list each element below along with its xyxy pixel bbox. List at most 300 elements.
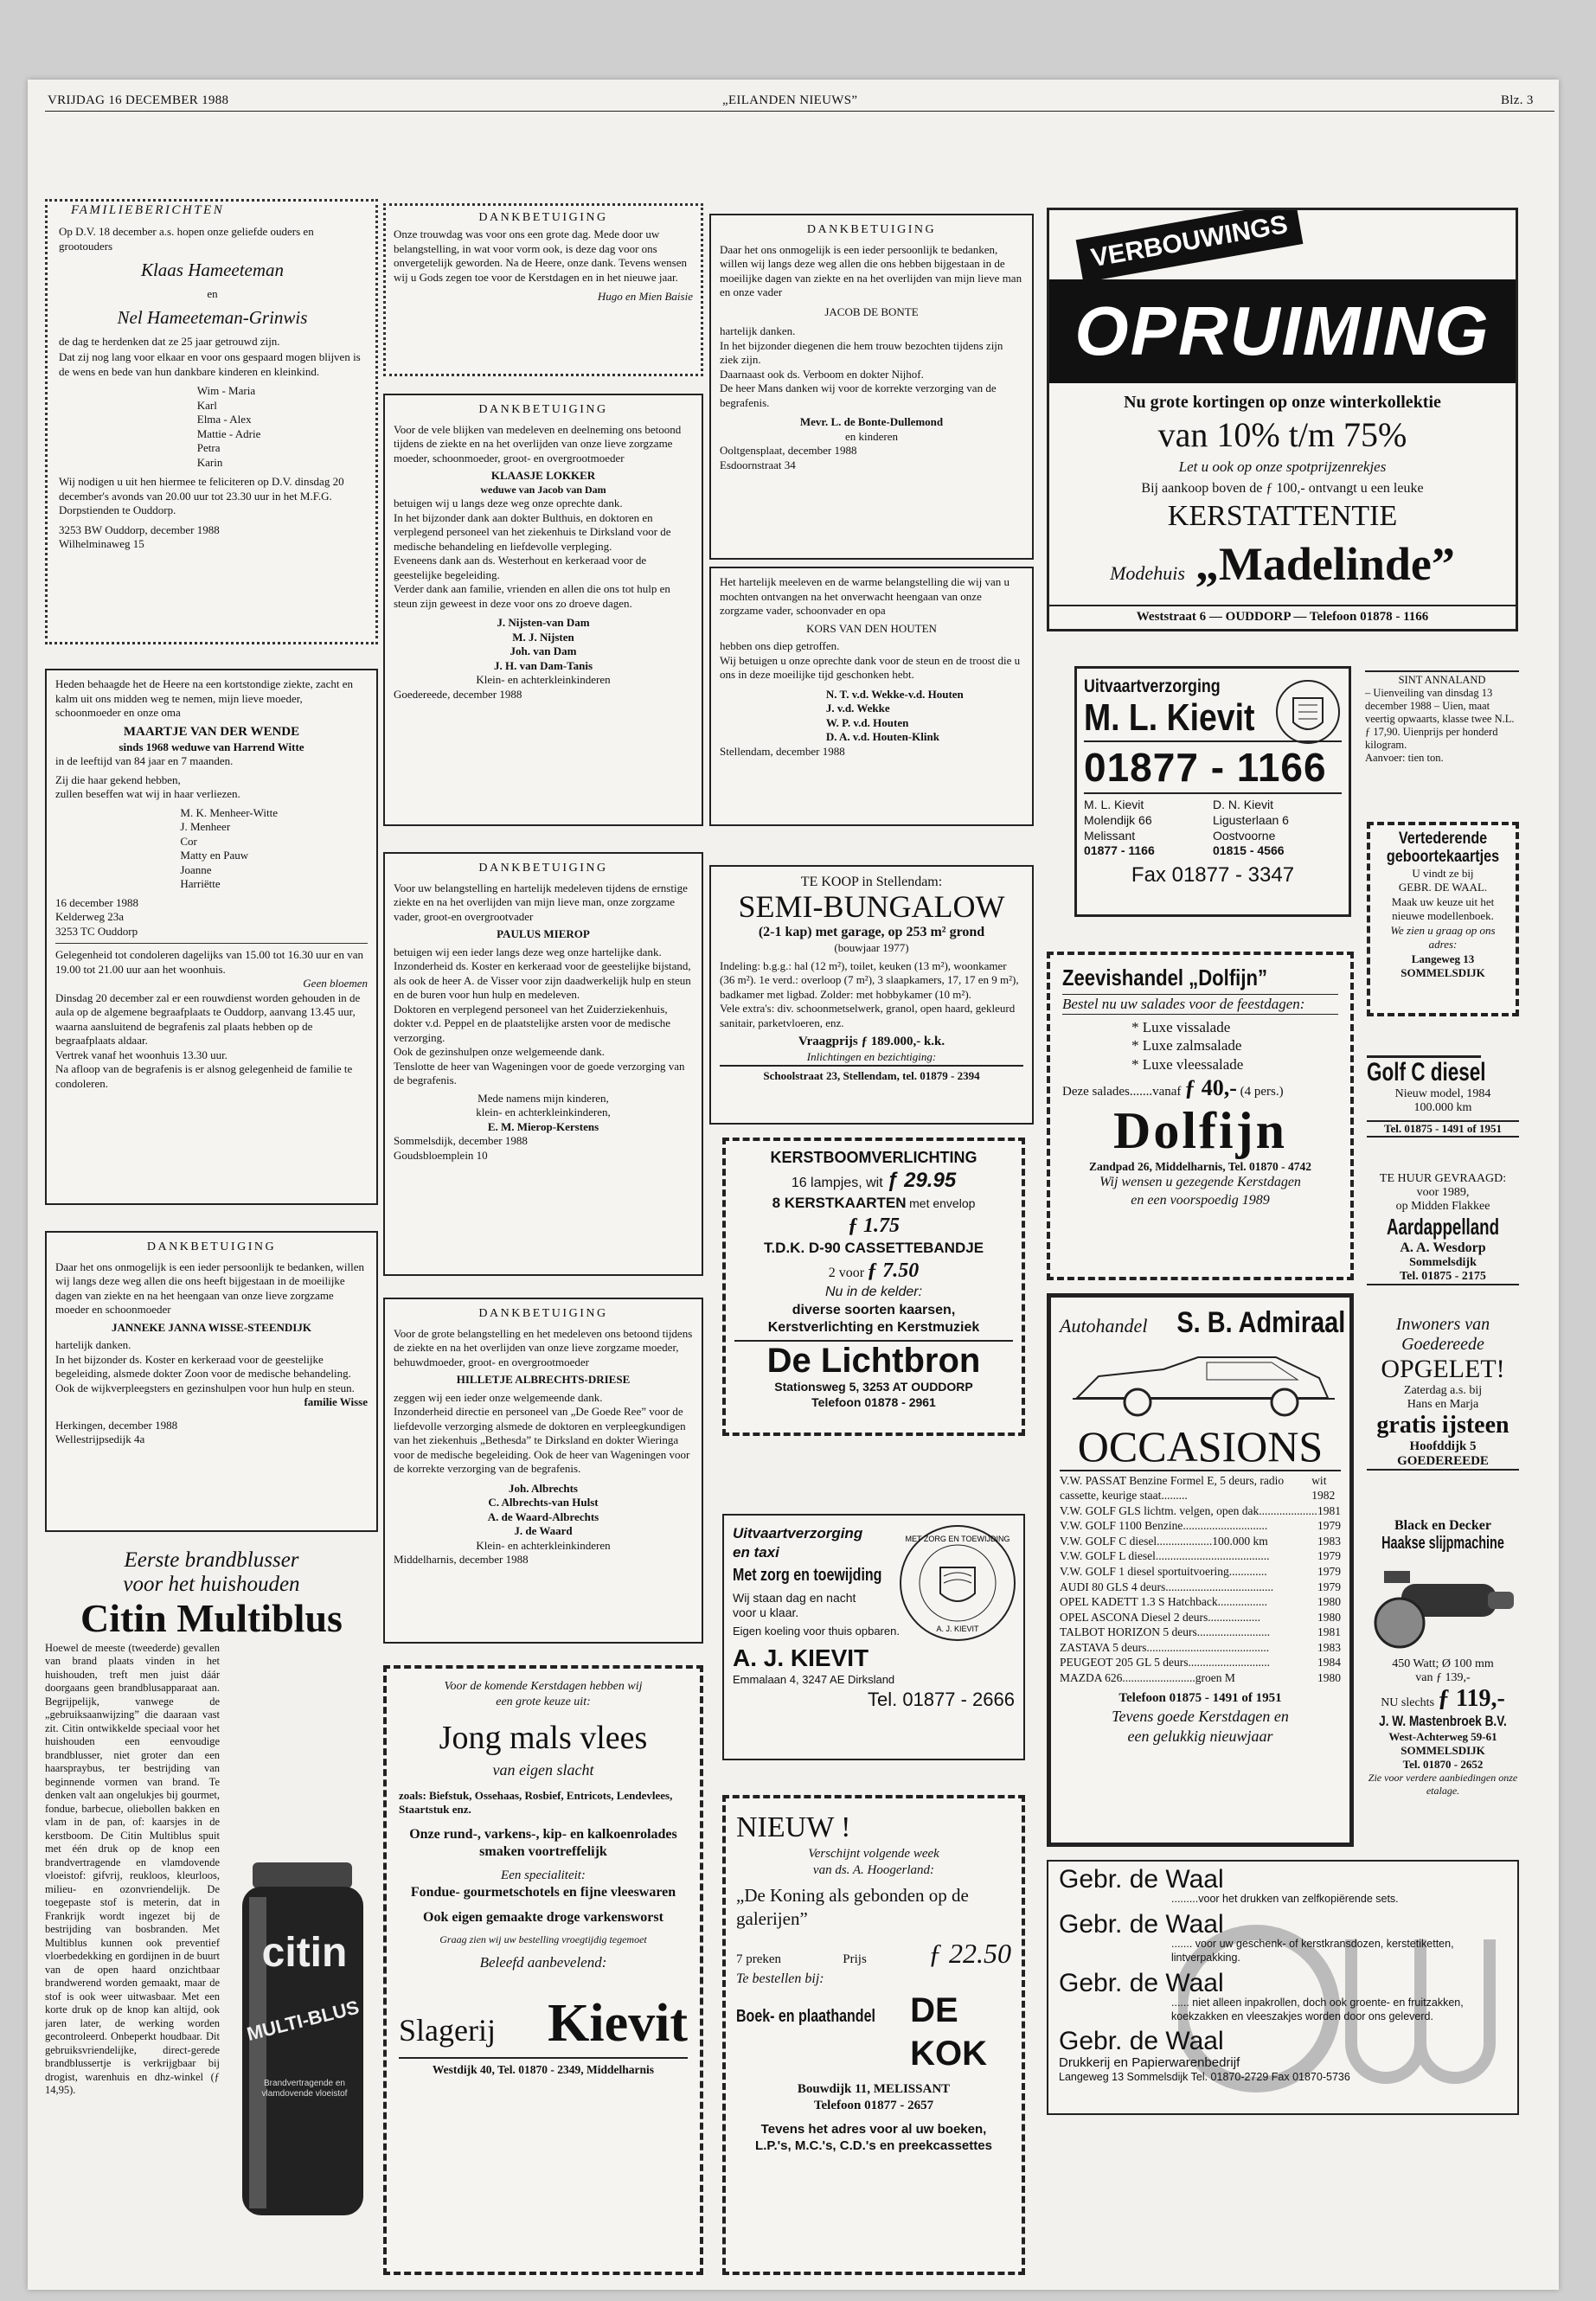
thanks-sub: weduwe van Jacob van Dam	[480, 483, 606, 496]
thanks-line: In het bijzonder diegenen die hem trouw bezochten tijdens zijn ziek zijn.	[720, 338, 1003, 367]
ad-gebr-de-waal	[1047, 1860, 1519, 2115]
thanks-albrechts	[383, 1298, 703, 1644]
thanks-text: Onze trouwdag was voor ons een grote dag. Mede door uw belangstelling, in wat voor vorm ook, is deze dag voor ons onvergetelijk geworden. Na de Heere, onze dank. Tevens wensen wij u Gods zegen toe voor de Kerstdagen en in het nieuwe jaar.	[394, 228, 688, 284]
ad-black-decker	[1367, 1518, 1519, 1798]
ad-title: OPGELET!	[1381, 1355, 1505, 1383]
ad-line: Verschijnt volgende week	[808, 1847, 939, 1862]
news-heading: SINT ANNALAND	[1365, 670, 1519, 687]
car-row: V.W. PASSAT Benzine Formel E, 5 deurs, radio cassette, keurige staat......... wit 1982	[1060, 1473, 1336, 1503]
thanks-line: betuigen wij een ieder langs deze weg onze hartelijke dank.	[394, 945, 662, 958]
thanks-place: Stellendam, december 1988	[720, 744, 845, 758]
family-member: Joh. Albrechts	[509, 1481, 578, 1495]
thanks-line: In het bijzonder dank aan dokter Bulthuis, en doktoren en verplegend personeel van het ziekenhuis te Dirksland voor de medische behandeling en liefdevolle verpleging.	[394, 510, 671, 553]
ad-geboortekaartjes	[1367, 822, 1519, 1016]
thanks-line: De heer Mans danken wij voor de korrekte verzorging van de begrafenis.	[720, 381, 997, 409]
ad-line: Fondue- gourmetschotels en fijne vleeswaren	[410, 1885, 676, 1900]
ad-phone: Telefoon 01875 - 1491 of 1951	[1118, 1691, 1282, 1706]
contact-line: Ligusterlaan 6	[1213, 812, 1289, 827]
ad-address: Emmalaan 4, 3247 AE Dirksland	[733, 1673, 895, 1687]
citin-article	[45, 1548, 378, 2279]
family-member: C. Albrechts-van Hulst	[488, 1496, 599, 1509]
header-page: Blz. 3	[1501, 93, 1534, 107]
death-name: MAARTJE VAN DER WENDE	[123, 724, 300, 739]
death-sub: sinds 1968 weduwe van Harrend Witte	[119, 740, 304, 753]
thanks-name: KORS VAN DEN HOUTEN	[806, 621, 937, 635]
family-member: Karin	[196, 455, 223, 469]
ad-line: GEBR. DE WAAL.	[1398, 881, 1488, 894]
thanks-line: Tenslotte de heer van Wageningen voor de goede verzorging van de begrafenis.	[394, 1059, 685, 1087]
ad-address: SOMMELSDIJK	[1401, 966, 1485, 980]
ad-line: Tevens het adres voor al uw boeken,	[760, 2122, 987, 2138]
gebr-de-waal-text: .........voor het drukken van zelfkopiërende sets.	[1171, 1893, 1399, 1905]
citin-body: Hoewel de meeste (tweederde) gevallen van brand plaats vinden in het huishouden, treft men juist dáár doorgaans geen brandblusapparaat aan. Begrijpelijk, vanwege de „gebruiksaanwijzing” die daaraan vast zit. Citin ontwikkelde speciaal voor het huishouden een eenvoudige brandblusser, niet groter dan een haarspraybus, ter bestrijding van beginnende vormen van brand. Te denken valt aan ongelukjes bij gourmet, fondue, barbecue, oliebollen bakken en vlam in de pan, of: kaarsjes in de kerstboom. De Citin Multiblus spuit met één druk op de knop een brandvertragende en vlamdovende vloeistof: gifvrij, reukloos, kleurloos, milieu- en ozonvriendelijk. De toegepaste stof is meterin, dat in Frankrijk wordt ingezet bij de bestrijding van bosbranden. Met Multiblus kunnen ook preventief vloerbedekking en gordijnen in de buurt van de open haard onzichtbaar brandwerend worden gemaakt, maar de stof is ook weer uitwasbaar. Met een korte druk op de knop kan altijd, ook jaren later, de werking worden gecontroleerd. Onbeperkt houdbaar. Dit gebruiksvriendelijke, direct-gerede brandblussertje is verkrijgbaar bij drogist, warenhuis en dhz-winkel (ƒ 14,95).	[45, 1641, 220, 2097]
thanks-signature: klein- en achterkleinkinderen,	[476, 1106, 611, 1119]
death-family-member: Harriëtte	[180, 877, 221, 891]
thanks-line: Doktoren en verplegend personeel van het Zuiderziekenhuis, dokter v.d. Peppel en de plaatstelijke arsten voor de medische verzorging.	[394, 1002, 671, 1044]
ad-line: Een specialiteit:	[501, 1868, 586, 1883]
ad-line: L.P.'s, M.C.'s, C.D.'s en preekcassettes	[755, 2138, 992, 2154]
ad-address: Schoolstraat 23, Stellendam, tel. 01879 - 2394	[720, 1065, 1023, 1084]
grinder-image	[1367, 1554, 1519, 1657]
car-row: V.W. GOLF C diesel...................100.000 km 1983	[1060, 1534, 1341, 1548]
ad-line: Te bestellen bij:	[736, 1971, 824, 1987]
ad-slogan: Met zorg en toewijding	[733, 1566, 882, 1586]
death-age: in de leeftijd van 84 jaar en 7 maanden.	[55, 754, 234, 768]
ad-line: Eigen koeling voor thuis opbaren.	[733, 1625, 900, 1638]
thanks-heading: DANKBETUIGING	[478, 1307, 608, 1320]
seal-text-top: MET ZORG EN TOEWIJDING	[905, 1535, 1010, 1543]
family-member: M. J. Nijsten	[512, 630, 574, 644]
ad-price: ƒ 119,-	[1438, 1685, 1505, 1712]
ad-line: Wij wensen u gezegende Kerstdagen	[1099, 1175, 1301, 1190]
news-sint-annaland	[1365, 670, 1519, 765]
thanks-wisse	[45, 1231, 378, 1532]
thanks-name: HILLETJE ALBRECHTS-DRIESE	[456, 1373, 631, 1387]
ad-line: van ds. A. Hoogerland:	[812, 1863, 935, 1878]
thanks-name: PAULUS MIEROP	[497, 927, 590, 941]
ad-line: diverse soorten kaarsen,	[792, 1302, 956, 1317]
thanks-line: zeggen wij een ieder onze welgemeende dank.	[394, 1390, 603, 1404]
family-line-2: Dat zij nog lang voor elkaar en voor ons gespaard mogen blijven is de wens en bede van hun dankbare kinderen en kleinkind.	[59, 350, 361, 378]
contact-line: Melissant	[1084, 828, 1136, 843]
car-illustration	[1060, 1342, 1341, 1424]
ad-line: TE KOOP in Stellendam:	[800, 875, 943, 889]
ad-dolfijn: Zeevishandel „Dolfijn” Bestel nu uw salades voor de feestdagen: * Luxe vissalade * Luxe zalmsalade * Luxe vleessalade Deze salades.......vanaf ƒ 40,- (4 pers.) Dolfijn Zandpad 26, Middelharnis, Tel. 01870 - 4742 Wij wensen u gezegende Kerstdagen en een voorspoedig 1989	[1047, 952, 1354, 1280]
gebr-de-waal-text: ....... voor uw geschenk- of kerstkransdozen, kerstetiketten, lintverpakking.	[1171, 1937, 1454, 1964]
death-street: Kelderweg 23a	[55, 910, 125, 924]
ad-madelinde	[1047, 208, 1518, 631]
ad-address: Westdijk 40, Tel. 01870 - 2349, Middelharnis	[399, 2057, 688, 2077]
ad-ml-kievit	[1074, 666, 1351, 917]
ad-line: TE HUUR GEVRAAGD:	[1379, 1172, 1507, 1185]
thanks-line: Eveneens dank aan ds. Westerhout en kerkeraad voor de geestelijke begeleiding.	[394, 554, 647, 581]
family-announcement	[45, 199, 378, 644]
ad-price: ƒ 7.50	[867, 1259, 920, 1282]
ad-shop-label: Modehuis	[1110, 562, 1185, 585]
family-member: Joh. van Dam	[510, 644, 577, 657]
death-departure: Vertrek vanaf het woonhuis 13.30 uur.	[55, 1048, 228, 1061]
ad-phone: Tel. 01875 - 1491 of 1951	[1367, 1120, 1519, 1138]
thanks-line: Inzonderheid directie en personeel van „De Goede Ree” voor de liefdevolle verzorging alsmede de doktoren en verpleegkundigen van het ziekenhuis „Bethesda” te Dirksland en dokter Wieringa voor de medische begeleiding. Ook de heer van Wageningen voor de korrekte verzorging van de begrafenis.	[394, 1405, 690, 1476]
ad-line: Deze salades.......vanaf	[1062, 1085, 1182, 1099]
ad-shop-name: Boek- en plaathandel	[736, 2006, 875, 2026]
ad-address: Sommelsdijk	[1409, 1256, 1477, 1269]
family-intro: Op D.V. 18 december a.s. hopen onze geliefde ouders en grootouders	[59, 225, 314, 253]
ad-line: Uitvaartverzorging	[733, 1525, 863, 1541]
ad-shop-name: „Madelinde”	[1195, 538, 1455, 591]
header-date: VRIJDAG 16 DECEMBER 1988	[48, 93, 229, 107]
death-city: 3253 TC Ouddorp	[55, 924, 138, 938]
death-date: 16 december 1988	[55, 895, 139, 909]
ad-name: S. B. Admiraal	[1176, 1306, 1346, 1339]
ad-line: Graag zien wij uw bestelling vroegtijdig tegemoet	[439, 1932, 647, 1945]
seal-emblem	[897, 1522, 1018, 1644]
ad-line: Zie voor verdere aanbiedingen onze etalage.	[1368, 1772, 1518, 1797]
ad-line: (4 pers.)	[1240, 1085, 1284, 1099]
death-condolences: Gelegenheid tot condoleren dagelijks van 15.00 tot 16.30 uur en van 19.00 tot 21.00 uur aan het woonhuis.	[55, 948, 363, 976]
thanks-van-den-houten	[709, 567, 1034, 826]
car-row: TALBOT HORIZON 5 deurs......................... 1981	[1060, 1625, 1341, 1639]
ad-line: Black en Decker	[1394, 1518, 1491, 1533]
ad-title: OCCASIONS	[1077, 1422, 1324, 1471]
death-after: Na afloop van de begrafenis is er alsnog gelegenheid de familie te condoleren.	[55, 1062, 353, 1090]
ad-spec: van ƒ 139,-	[1415, 1671, 1471, 1684]
ad-line: Let u ook op onze spotprijzenrekjes	[1178, 458, 1387, 476]
ad-subtitle: van eigen slacht	[492, 1760, 594, 1779]
ad-line: 100.000 km	[1413, 1101, 1472, 1114]
gebr-de-waal-address: Langeweg 13 Sommelsdijk Tel. 01870-2729 Fax 01870-5736	[1059, 2071, 1350, 2084]
family-line-3: Wij nodigen u uit hen hiermee te feliciteren op D.V. dinsdag 20 december's avonds van 20.00 uur tot 23.30 uur in het M.F.G. Dorpstienden te Ouddorp.	[59, 475, 344, 517]
death-funeral: Dinsdag 20 december zal er een rouwdienst worden gehouden in de aula op de algemene begraafplaats te Ouddorp, aanvang 13.45 uur, waarna aansluitend de begrafenis zal plaats hebben op de begraafplaats aldaar.	[55, 990, 361, 1048]
ad-shop-name: Slagerij	[399, 2012, 496, 2048]
ad-phone: Tel. 01877 - 2666	[867, 1688, 1015, 1710]
ad-title: Zeevishandel „Dolfijn”	[1062, 965, 1268, 990]
family-member: Mattie - Adrie	[196, 426, 261, 440]
ad-line: KERSTATTENTIE	[1167, 500, 1398, 533]
ad-address: Hoofddijk 5	[1409, 1439, 1477, 1453]
thanks-text: Daar het ons onmogelijk is een ieder persoonlijk te bedanken, willen wij langs deze weg allen die ons hebben bijgestaan in de moeilijke dagen van ziekte en na het overlijden van mijn lieve man en onze vader	[720, 242, 1022, 299]
citin-can-product: MULTI-BLUS	[244, 1996, 362, 2045]
ad-line: Inwoners van	[1395, 1315, 1490, 1334]
thanks-signature: familie Wisse	[304, 1395, 368, 1409]
ad-line: Uitvaartverzorging	[1084, 676, 1221, 696]
thanks-name: JANNEKE JANNA WISSE-STEENDIJK	[112, 1320, 311, 1334]
death-family-member: M. K. Menheer-Witte	[180, 805, 278, 819]
thanks-name: KLAASJE LOKKER	[490, 469, 596, 483]
family-member: J. de Waard	[514, 1524, 573, 1538]
ad-line: voor u klaar.	[733, 1606, 799, 1620]
thanks-text: Het hartelijk meeleven en de warme belangstelling die wij van u mochten ontvangen na het onverwacht heengaan van onze zorgzame vader, schoonvader en opa	[720, 575, 1010, 617]
citin-heading-2: voor het huishouden	[123, 1572, 300, 1596]
ad-address: Langeweg 13	[1411, 952, 1475, 965]
car-row: V.W. GOLF 1 diesel sportuitvoering............. 1979	[1060, 1564, 1341, 1578]
ad-line: en een voorspoedig 1989	[1131, 1192, 1270, 1208]
salad-item: Luxe zalmsalade	[1142, 1037, 1242, 1054]
ad-aardappelland	[1367, 1172, 1519, 1285]
thanks-heading: DANKBETUIGING	[478, 211, 608, 224]
ad-de-lichtbron	[722, 1138, 1025, 1436]
gebr-de-waal-name: Gebr. de Waal	[1059, 2027, 1224, 2056]
thanks-line: Ook de wijkverpleegsters en gezinshulpen voor hun hulp en steun.	[55, 1381, 355, 1394]
salad-item: Luxe vissalade	[1142, 1018, 1231, 1035]
family-member: Petra	[196, 441, 221, 455]
family-member: Elma - Alex	[196, 413, 252, 426]
ad-line: een grote keuze uit:	[496, 1695, 591, 1708]
ad-line: Autohandel	[1060, 1315, 1148, 1336]
ad-line: Wij staan dag en nacht	[733, 1590, 856, 1605]
gebr-de-waal-text: ...... niet alleen inpakrollen, doch ook groente- en fruitzakken, koekzakken en vleeszakjes worden door ons geleverd.	[1171, 1996, 1464, 2022]
ad-price: ƒ 29.95	[887, 1168, 957, 1192]
ad-logo: Dolfijn	[1113, 1102, 1287, 1160]
ad-semi-bungalow	[709, 865, 1034, 1125]
ad-line: Goedereede	[1401, 1335, 1484, 1354]
contact-line: 01815 - 4566	[1213, 843, 1285, 858]
car-row: PEUGEOT 205 GL 5 deurs............................ 1984	[1060, 1656, 1341, 1670]
ad-title-2: gratis ijsteen	[1376, 1412, 1509, 1439]
thanks-lokker	[383, 394, 703, 826]
thanks-place: Ooltgensplaat, december 1988	[720, 444, 857, 458]
death-notice-wende	[45, 669, 378, 1205]
thanks-signature: Mevr. L. de Bonte-Dullemond	[799, 415, 944, 429]
ad-line: en taxi	[733, 1543, 779, 1561]
ad-line: KERSTBOOMVERLICHTING	[770, 1149, 977, 1166]
ad-title: Vertederende geboortekaartjes	[1386, 830, 1500, 866]
ad-line: (2-1 kap) met garage, op 253 m² grond	[758, 925, 985, 940]
ad-emblem	[1274, 676, 1342, 753]
thanks-line: In het bijzonder ds. Koster en kerkeraad voor de geestelijke begeleiding, alsmede dokter Zoon voor de medische behandeling.	[55, 1352, 351, 1381]
thanks-text: Daar het ons onmogelijk is een ieder persoonlijk te bedanken, willen wij langs deze weg allen die ons heeft bijgestaan in de moeilijke dagen van ziekte en na het heengaan van onze lieve zorgzame moeder en schoonmoeder	[55, 1259, 365, 1317]
thanks-address: Goudsbloemplein 10	[394, 1148, 488, 1162]
thanks-signature: en kinderen	[844, 429, 898, 443]
thanks-mierop	[383, 852, 703, 1276]
ad-line: U vindt ze bij	[1412, 866, 1474, 880]
ad-kievit-uitvaart	[722, 1514, 1025, 1760]
family-member: D. A. v.d. Houten-Klink	[825, 730, 939, 743]
ad-line: 8 KERSTKAARTEN	[772, 1195, 907, 1212]
ad-line: T.D.K. D-90 CASSETTEBANDJE	[763, 1240, 984, 1257]
family-address-2: Wilhelminaweg 15	[59, 537, 144, 551]
ad-name: J. W. Mastenbroek B.V.	[1379, 1713, 1507, 1729]
citin-title: Citin Multiblus	[80, 1596, 343, 1640]
gebr-de-waal-name: Gebr. de Waal	[1059, 1865, 1224, 1894]
ad-line: 2 voor	[828, 1265, 865, 1280]
family-line-1: de dag te herdenken dat ze 25 jaar getrouwd zijn.	[59, 334, 280, 348]
citin-can-label: Brandvertragende en vlamdovende vloeistof	[261, 2078, 348, 2099]
ad-admiraal-occasions	[1047, 1293, 1354, 1847]
ad-line: op Midden Flakkee	[1395, 1200, 1490, 1213]
contact-line: Oostvoorne	[1213, 828, 1276, 843]
car-list	[1060, 1470, 1341, 1686]
family-address-1: 3253 BW Ouddorp, december 1988	[59, 522, 220, 536]
car-row: AUDI 80 GLS 4 deurs..................................... 1979	[1060, 1580, 1341, 1593]
contact-line: D. N. Kievit	[1213, 798, 1274, 812]
contact-line: Molendijk 66	[1084, 812, 1152, 827]
ad-line: Bestel nu uw salades voor de feestdagen:	[1062, 994, 1338, 1015]
family-name-1: Klaas Hameeteman	[140, 260, 285, 280]
ad-price: Vraagprijs ƒ 189.000,- k.k.	[798, 1035, 945, 1049]
car-row: MAZDA 626.........................groen M 1980	[1060, 1670, 1341, 1684]
ad-boekhandel-de-kok	[722, 1795, 1025, 2275]
death-family-member: J. Menheer	[180, 820, 231, 834]
car-row: OPEL KADETT 1.3 S Hatchback................. 1980	[1060, 1595, 1341, 1609]
ad-line: Nu grote kortingen op onze winterkollektie	[1124, 393, 1441, 412]
thanks-text: Voor de vele blijken van medeleven en deelneming ons betoond tijdens de ziekte en na het overlijden van onze lieve zorgzame moeder, schoonmoeder, groot- en overgrootmoeder	[394, 422, 682, 465]
thanks-line: Inzonderheid ds. Koster en kerkeraad voor de geestelijke bijstand, als ook de heer A. de Visser voor zijn daadwerkelijk hulp en steun en de buren voor hun hulp en medeleven.	[394, 959, 691, 1002]
family-member: N. T. v.d. Wekke-v.d. Houten	[825, 687, 964, 701]
thanks-place: Sommelsdijk, december 1988	[394, 1134, 528, 1148]
ad-line: met envelop	[909, 1196, 976, 1211]
ad-title: Golf C diesel	[1367, 1055, 1481, 1087]
ad-line: Beleefd aanbevelend:	[479, 1954, 607, 1971]
citin-heading-1: Eerste brandblusser	[124, 1548, 299, 1572]
ad-shop-name-big: DE KOK	[910, 1990, 988, 2073]
ad-line: Zaterdag a.s. bij	[1403, 1384, 1483, 1397]
ad-line: Nieuw model, 1984	[1394, 1087, 1491, 1100]
family-member: J. v.d. Wekke	[825, 702, 890, 715]
ad-text: Vele extra's: div. schoonmetselwerk, granol, open haard, gekleurd sanitair, parketvloeren, enz.	[720, 1002, 1016, 1029]
thanks-heading: DANKBETUIGING	[806, 223, 937, 236]
car-row: V.W. GOLF GLS lichtm. velgen, open dak.................... 1981	[1060, 1503, 1341, 1517]
car-row: V.W. GOLF L diesel....................................... 1979	[1060, 1549, 1341, 1563]
thanks-line: betuigen wij u langs deze weg onze oprechte dank.	[394, 497, 623, 510]
thanks-place: Middelharnis, december 1988	[394, 1553, 529, 1567]
thanks-text: Voor de grote belangstelling en het medeleven ons betoond tijdens de ziekte en na het overlijden van onze lieve zorgzame moeder, behuwdmoeder, groot- en overgrootmoeder	[394, 1326, 693, 1368]
thanks-name: JACOB DE BONTE	[824, 304, 919, 318]
thanks-place: Goedereede, december 1988	[394, 687, 522, 701]
ad-shop-name-big: Kievit	[548, 1993, 688, 2053]
family-heading: FAMILIEBERICHTEN	[71, 203, 225, 217]
family-member: Karl	[196, 398, 217, 412]
news-text: – Uienveiling van dinsdag 13 december 1988 – Uien, maat veertig opwaarts, klasse twee N.L. ƒ 17,90. Uienprijs per honderd kilogram.	[1365, 687, 1515, 751]
ad-discount: van 10% t/m 75%	[1157, 415, 1407, 455]
death-family-member: Matty en Pauw	[180, 849, 249, 862]
thanks-baisie	[383, 203, 703, 376]
ad-title: Jong mals vlees	[439, 1719, 648, 1756]
ad-line: 16 lampjes, wit	[791, 1175, 883, 1190]
ad-goedereede	[1367, 1315, 1519, 1471]
ad-title: SEMI-BUNGALOW	[738, 889, 1005, 925]
family-member: A. de Waard-Albrechts	[487, 1509, 599, 1523]
family-member: J. H. van Dam-Tanis	[493, 658, 593, 672]
family-name-2: Nel Hameeteman-Grinwis	[117, 307, 308, 329]
ad-spec: 450 Watt; Ø 100 mm	[1392, 1657, 1494, 1670]
ad-phone: 01877 - 1166	[1084, 740, 1342, 794]
ad-fax: Fax 01877 - 3347	[1131, 863, 1295, 888]
thanks-line: Ook de gezinshulpen onze welgemeende dank.	[394, 1045, 606, 1059]
ad-title: Aardappelland	[1386, 1214, 1500, 1240]
thanks-address: Wellestrijpsedijk 4a	[55, 1433, 145, 1446]
ad-line: Maak uw keuze uit het nieuwe modellenboek.	[1391, 894, 1495, 923]
thanks-line: hartelijk danken.	[720, 324, 796, 338]
thanks-line: Verder dank aan familie, vrienden en allen die ons tot hulp en steun zijn geweest in deze voor ons zo droeve dagen.	[394, 582, 670, 610]
ad-phone: Tel. 01875 - 2175	[1367, 1270, 1519, 1285]
death-quote-1: Zij die haar gekend hebben,	[55, 772, 181, 786]
ad-text: Indeling: b.g.g.: hal (12 m²), toilet, keuken (13 m²), woonkamer (36 m²). 1e verd.: overloop (7 m²), 3 slaapkamers, 17, 17 en 9 m²), badkamer met ligbad. Zolder: met hobbykamer (10 m²).	[720, 958, 1019, 1001]
contact-line: 01877 - 1166	[1084, 843, 1155, 858]
family-member: Klein- en achterkleinkinderen	[476, 673, 611, 686]
ad-address: Bouwdijk 11, MELISSANT	[797, 2082, 951, 2097]
ad-phone: Tel. 01870 - 2652	[1402, 1758, 1484, 1771]
car-row: OPEL ASCONA Diesel 2 deurs.................. 1980	[1060, 1610, 1341, 1624]
thanks-signature: Hugo en Mien Baisie	[597, 290, 693, 303]
family-member: Wim - Maria	[196, 384, 256, 398]
gebr-de-waal-name: Gebr. de Waal	[1059, 1968, 1224, 1997]
thanks-heading: DANKBETUIGING	[478, 403, 608, 416]
ad-title: NIEUW !	[736, 1811, 851, 1843]
ad-list: zoals: Biefstuk, Ossehaas, Rosbief, Entricots, Lendevlees, Staartstuk enz.	[399, 1788, 673, 1817]
ad-address: GOEDEREEDE	[1367, 1454, 1519, 1471]
ad-line: (bouwjaar 1977)	[834, 941, 909, 955]
citin-can-image	[227, 1862, 378, 2217]
ad-address: Weststraat 6 — OUDDORP — Telefoon 01878 - 1166	[1049, 605, 1516, 625]
ad-title: Haakse slijpmachine	[1381, 1534, 1504, 1553]
family-member: Klein- en achterkleinkinderen	[476, 1538, 611, 1552]
ad-address: Zandpad 26, Middelharnis, Tel. 01870 - 4742	[1089, 1160, 1311, 1174]
ad-name: A. A. Wesdorp	[1400, 1240, 1486, 1255]
thanks-line: Wij betuigen u onze oprechte dank voor de steun en de troost die u ons in deze moeilijke tijd geschonken hebt.	[720, 653, 1021, 681]
thanks-text: Voor uw belangstelling en hartelijk medeleven tijdens de ernstige ziekte en na het overlijden van mijn lieve man, onze zorgzame vader, groot-en overgrootvader	[394, 881, 688, 923]
family-en: en	[207, 286, 218, 300]
ad-price: ƒ 1.75	[848, 1214, 900, 1237]
death-family-member: Joanne	[180, 862, 212, 876]
ad-shop-name: De Lichtbron	[734, 1340, 1013, 1380]
ad-line: Voor de komende Kerstdagen hebben wij	[444, 1680, 643, 1693]
ad-line: NU slechts	[1381, 1696, 1435, 1709]
citin-can-brand: citin	[261, 1929, 348, 1976]
family-member: J. Nijsten-van Dam	[497, 616, 590, 629]
ad-line: Bij aankoop boven de ƒ 100,- ontvangt u een leuke	[1141, 480, 1424, 496]
ad-price: ƒ 22.50	[927, 1937, 1011, 1969]
thanks-place: Herkingen, december 1988	[55, 1418, 178, 1432]
ad-name: M. L. Kievit	[1084, 695, 1255, 739]
header-rule	[45, 111, 1554, 112]
death-family-member: Cor	[180, 834, 197, 848]
thanks-heading: DANKBETUIGING	[146, 1240, 277, 1253]
news-text: Aanvoer: tien ton.	[1365, 752, 1444, 764]
car-row: V.W. GOLF 1100 Benzine............................. 1979	[1060, 1519, 1341, 1533]
ad-golf-c-diesel	[1367, 1055, 1519, 1138]
ad-line: Tevens goede Kerstdagen en	[1112, 1708, 1289, 1726]
car-row: ZASTAVA 5 deurs.......................................... 1983	[1060, 1640, 1341, 1654]
ad-line: Inlichtingen en bezichtiging:	[806, 1050, 937, 1064]
header-paper: „EILANDEN NIEUWS”	[722, 93, 858, 107]
ad-line: voor 1989,	[1416, 1186, 1470, 1199]
ad-banner: VERBOUWINGS	[1076, 208, 1304, 283]
ad-line: Kerstverlichting en Kerstmuziek	[767, 1320, 980, 1336]
death-flowers: Geen bloemen	[303, 977, 368, 990]
gebr-de-waal-name: Gebr. de Waal	[1059, 1909, 1224, 1939]
family-member: W. P. v.d. Houten	[825, 715, 909, 729]
contact-line: M. L. Kievit	[1084, 798, 1144, 812]
ad-line: Prijs	[843, 1952, 867, 1966]
ad-price: ƒ 40,-	[1184, 1075, 1237, 1101]
ad-address: SOMMELSDIJK	[1401, 1744, 1485, 1757]
gebr-de-waal-text: Drukkerij en Papierwarenbedrijf	[1059, 2055, 1240, 2071]
death-intro: Heden behaagde het de Heere na een kortstondige ziekte, zacht en kalm uit ons midden weg te nemen, mijn lieve moeder, schoonmoeder en onze oma	[55, 677, 353, 719]
ad-line: Ook eigen gemaakte droge varkensworst	[423, 1909, 663, 1925]
ad-phone: Telefoon 01877 - 2657	[813, 2099, 934, 2113]
thanks-signature: E. M. Mierop-Kerstens	[487, 1119, 599, 1133]
ad-title: OPRUIMING	[1049, 279, 1516, 383]
death-quote-2: zullen beseffen wat wij in haar verliezen.	[55, 787, 240, 801]
ad-book-title: „De Koning als gebonden op de galerijen”	[736, 1885, 969, 1929]
thanks-de-bonte	[709, 214, 1034, 560]
ad-phone: Telefoon 01878 - 2961	[811, 1395, 936, 1410]
ad-address: Stationsweg 5, 3253 AT OUDDORP	[774, 1380, 973, 1394]
thanks-line: hebben ons diep getroffen.	[720, 639, 840, 652]
ad-line: Nu in de kelder:	[824, 1285, 923, 1300]
ad-line: een gelukkig nieuwjaar	[1127, 1727, 1273, 1746]
